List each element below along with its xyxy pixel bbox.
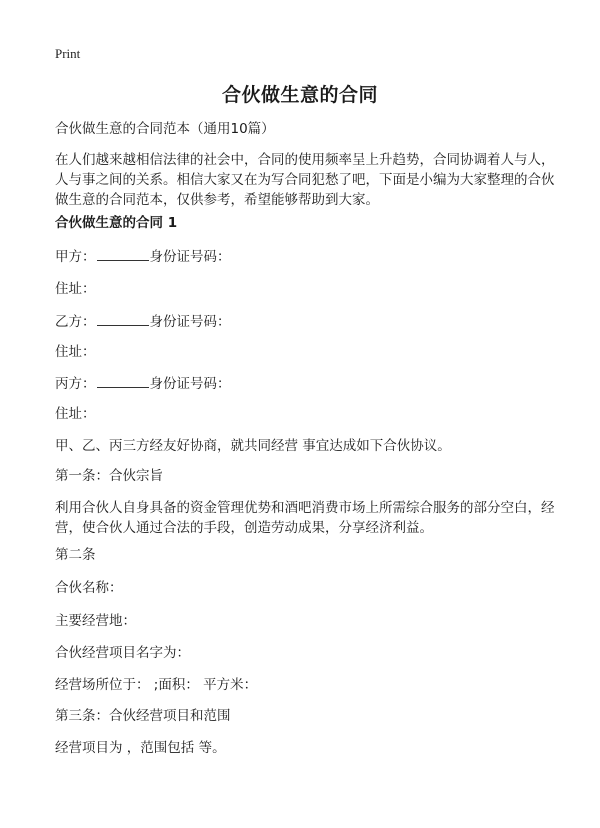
party-c-line (55, 374, 231, 394)
article1-heading: 第一条：合伙宗旨 (55, 468, 163, 484)
project-scope-line: 经营项目为 ，范围包括 等。 (55, 740, 226, 756)
party-c-address: 住址： (55, 406, 96, 422)
party-b-address: 住址： (55, 344, 96, 360)
location-area-line: 经营场所位于： ;面积： 平方米： (55, 677, 258, 693)
party-b-blank (97, 312, 149, 326)
article2-heading: 第二条 (55, 547, 96, 563)
party-b-id-label: 身份证号码： (149, 314, 231, 330)
document-subtitle: 合伙做生意的合同范本（通用10篇） (55, 121, 275, 137)
project-name-line: 合伙经营项目名字为： (55, 645, 190, 661)
party-a-blank (97, 247, 149, 261)
article3-heading: 第三条：合伙经营项目和范围 (55, 708, 231, 724)
article1-body: 利用合伙人自身具备的资金管理优势和酒吧消费市场上所需综合服务的部分空白，经营，使合伙人通过合法的手段，创造劳动成果，分享经济利益。 (55, 500, 555, 536)
main-place-line: 主要经营地： (55, 613, 136, 629)
party-a-line (55, 247, 231, 267)
party-c-id-label: 身份证号码： (149, 376, 231, 392)
party-b-label: 乙方： (55, 314, 96, 330)
document-title: 合伙做生意的合同 (221, 84, 378, 106)
intro-paragraph: 在人们越来越相信法律的社会中，合同的使用频率呈上升趋势，合同协调着人与人，人与事之间的关系。相信大家又在为写合同犯愁了吧，下面是小编为大家整理的合伙做生意的合同范本，仅供参考，希望能够帮助到大家。 (55, 152, 555, 208)
party-a-label: 甲方： (55, 249, 96, 265)
party-b-line (55, 312, 231, 332)
party-c-blank (97, 374, 149, 388)
party-c-label: 丙方： (55, 376, 96, 392)
party-a-address: 住址： (55, 281, 96, 297)
section-heading: 合伙做生意的合同 1 (55, 215, 178, 231)
party-a-id-label: 身份证号码： (149, 249, 231, 265)
partnership-name-line: 合伙名称： (55, 580, 123, 596)
agreement-line: 甲、乙、丙三方经友好协商，就共同经营 事宜达成如下合伙协议。 (55, 438, 451, 454)
print-link[interactable]: Print (55, 46, 81, 61)
